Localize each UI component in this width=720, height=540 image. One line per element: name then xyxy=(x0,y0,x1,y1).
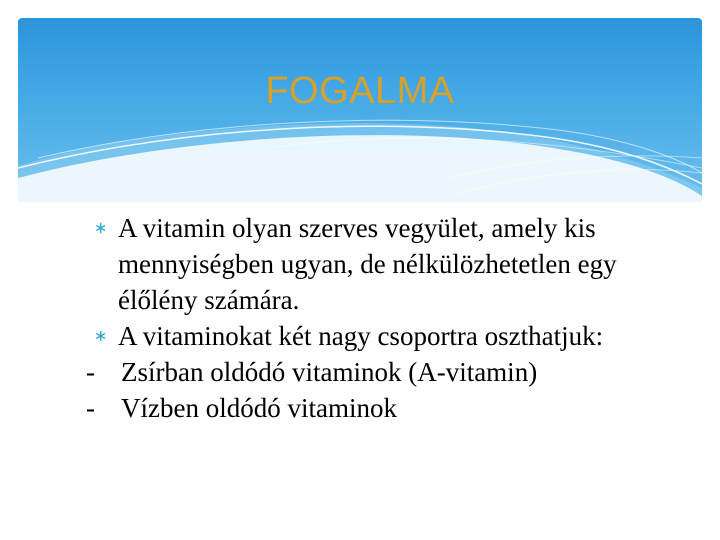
asterisk-bullet-icon: ∗ xyxy=(94,326,108,345)
dash-marker: - xyxy=(86,357,95,387)
asterisk-bullet-icon: ∗ xyxy=(94,218,108,237)
dash-marker: - xyxy=(86,393,95,423)
dash-item xyxy=(86,390,692,426)
dash-text: Vízben oldódó vitaminok xyxy=(121,393,397,423)
dash-item xyxy=(86,354,692,390)
title-banner xyxy=(18,18,702,202)
bullet-item xyxy=(92,318,692,354)
bullet-item xyxy=(92,210,692,318)
dash-text: Zsírban oldódó vitaminok (A-vitamin) xyxy=(121,357,538,387)
slide-body xyxy=(86,210,692,426)
bullet-text: A vitamin olyan szerves vegyület, amely kis mennyiségben ugyan, de nélkülözhetetlen egy élőlény számára. xyxy=(118,213,617,315)
bullet-text: A vitaminokat két nagy csoportra oszthatjuk: xyxy=(118,321,604,351)
slide-title: FOGALMA xyxy=(265,70,455,112)
